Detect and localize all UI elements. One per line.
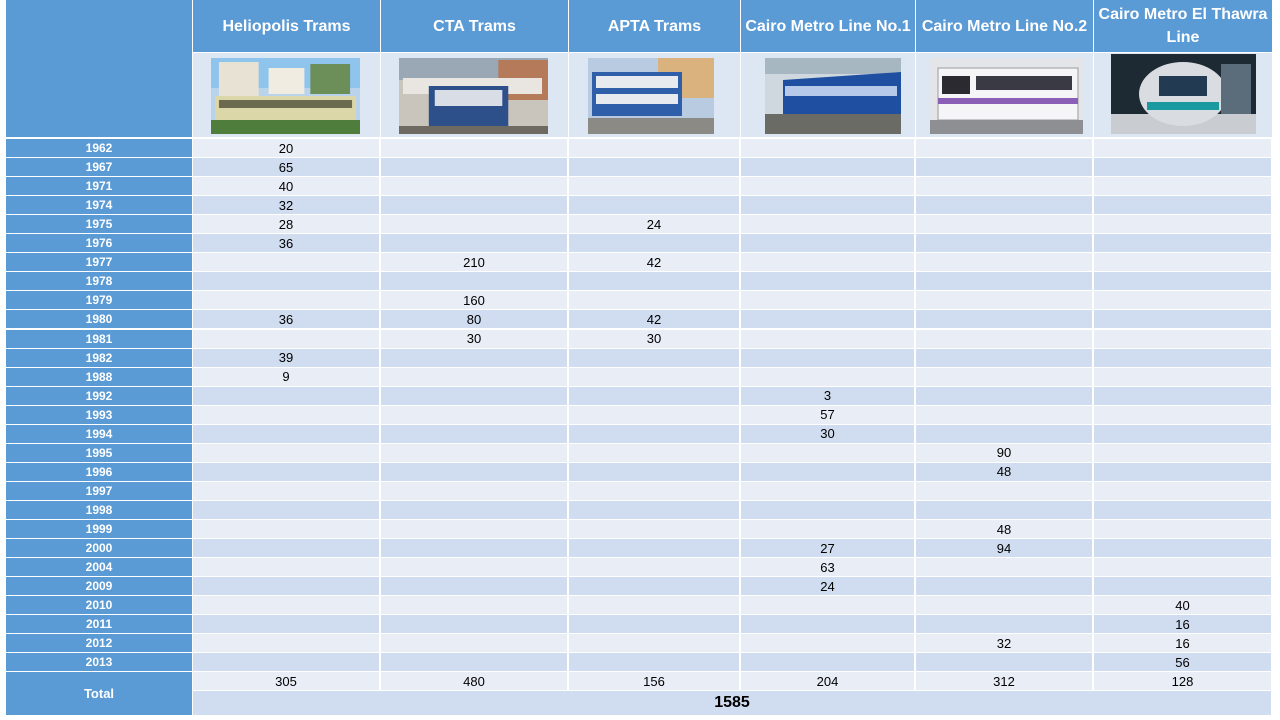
value-cell [1094, 177, 1271, 195]
value-cell [1094, 253, 1271, 271]
value-cell [916, 272, 1092, 290]
value-cell [916, 558, 1092, 576]
value-cell [193, 577, 379, 595]
value-cell [1094, 330, 1271, 348]
value-cell [569, 387, 739, 405]
value-cell [1094, 444, 1271, 462]
value-cell [193, 330, 379, 348]
year-label: 1980 [6, 310, 192, 328]
value-cell [381, 539, 567, 557]
value-cell: 32 [916, 634, 1092, 652]
value-cell [193, 653, 379, 671]
value-cell [381, 177, 567, 195]
value-cell [193, 634, 379, 652]
year-label: 1979 [6, 291, 192, 309]
year-label: 1997 [6, 482, 192, 500]
value-cell [381, 349, 567, 367]
metro-line-2-train-photo [930, 58, 1083, 134]
year-label: 1975 [6, 215, 192, 233]
value-cell [381, 596, 567, 614]
grand-total: 1585 [193, 691, 1271, 715]
year-label: 2004 [6, 558, 192, 576]
value-cell [741, 634, 914, 652]
value-cell [916, 406, 1092, 424]
year-label: 2010 [6, 596, 192, 614]
value-cell [569, 615, 739, 633]
value-cell [193, 501, 379, 519]
value-cell [569, 234, 739, 252]
value-cell [193, 482, 379, 500]
value-cell [741, 158, 914, 176]
value-cell [569, 520, 739, 538]
year-label: 1971 [6, 177, 192, 195]
value-cell [569, 634, 739, 652]
year-label: 2000 [6, 539, 192, 557]
value-cell [916, 596, 1092, 614]
value-cell [193, 520, 379, 538]
value-cell: 28 [193, 215, 379, 233]
value-cell [569, 368, 739, 386]
value-cell: 30 [569, 330, 739, 348]
value-cell [741, 234, 914, 252]
value-cell [193, 425, 379, 443]
value-cell [569, 482, 739, 500]
value-cell: 20 [193, 139, 379, 157]
value-cell [381, 634, 567, 652]
value-cell: 32 [193, 196, 379, 214]
value-cell [916, 177, 1092, 195]
year-label: 1999 [6, 520, 192, 538]
value-cell [569, 425, 739, 443]
value-cell [916, 368, 1092, 386]
value-cell [916, 310, 1092, 328]
value-cell [916, 139, 1092, 157]
value-cell [1094, 482, 1271, 500]
value-cell [916, 387, 1092, 405]
value-cell [381, 501, 567, 519]
value-cell: 80 [381, 310, 567, 328]
value-cell [741, 139, 914, 157]
value-cell [741, 253, 914, 271]
total-value: 156 [569, 672, 739, 690]
value-cell [193, 463, 379, 481]
total-value: 312 [916, 672, 1092, 690]
value-cell: 160 [381, 291, 567, 309]
column-header: Cairo Metro Line No.1 [741, 0, 915, 52]
year-label: 1992 [6, 387, 192, 405]
value-cell [381, 234, 567, 252]
year-label: 1977 [6, 253, 192, 271]
value-cell: 24 [569, 215, 739, 233]
value-cell: 16 [1094, 634, 1271, 652]
value-cell [1094, 577, 1271, 595]
year-label: 1976 [6, 234, 192, 252]
value-cell [381, 158, 567, 176]
year-label: 2009 [6, 577, 192, 595]
value-cell [569, 139, 739, 157]
value-cell [381, 482, 567, 500]
value-cell [1094, 272, 1271, 290]
total-value: 204 [741, 672, 914, 690]
year-label: 1974 [6, 196, 192, 214]
value-cell: 40 [1094, 596, 1271, 614]
value-cell: 94 [916, 539, 1092, 557]
value-cell [1094, 406, 1271, 424]
value-cell [1094, 234, 1271, 252]
column-header: Cairo Metro El Thawra Line [1094, 0, 1272, 52]
value-cell [741, 596, 914, 614]
value-cell: 90 [916, 444, 1092, 462]
value-cell [1094, 520, 1271, 538]
value-cell: 48 [916, 520, 1092, 538]
value-cell [916, 330, 1092, 348]
heliopolis-tram-photo [211, 58, 360, 134]
value-cell [381, 463, 567, 481]
value-cell [569, 653, 739, 671]
value-cell [741, 196, 914, 214]
value-cell [741, 310, 914, 328]
value-cell: 42 [569, 253, 739, 271]
year-label: 1967 [6, 158, 192, 176]
value-cell [1094, 368, 1271, 386]
value-cell [741, 615, 914, 633]
value-cell [569, 272, 739, 290]
corner-cell [6, 0, 192, 137]
value-cell [916, 349, 1092, 367]
year-label: 2013 [6, 653, 192, 671]
value-cell [916, 196, 1092, 214]
value-cell [916, 615, 1092, 633]
value-cell [193, 615, 379, 633]
value-cell [193, 387, 379, 405]
value-cell [741, 291, 914, 309]
value-cell [741, 215, 914, 233]
value-cell [381, 520, 567, 538]
value-cell [193, 444, 379, 462]
value-cell [1094, 215, 1271, 233]
total-value: 305 [193, 672, 379, 690]
value-cell [741, 520, 914, 538]
cta-tram-photo [399, 58, 548, 134]
year-label: 1988 [6, 368, 192, 386]
value-cell [916, 482, 1092, 500]
value-cell [569, 463, 739, 481]
year-label: 1981 [6, 330, 192, 348]
year-label: 1995 [6, 444, 192, 462]
metro-el-thawra-train-photo [1111, 54, 1256, 134]
value-cell [569, 577, 739, 595]
value-cell: 16 [1094, 615, 1271, 633]
value-cell [916, 215, 1092, 233]
value-cell [916, 425, 1092, 443]
year-label: 2011 [6, 615, 192, 633]
value-cell [569, 349, 739, 367]
value-cell [569, 539, 739, 557]
metro-line-1-train-photo [765, 58, 901, 134]
value-cell [381, 215, 567, 233]
value-cell [916, 234, 1092, 252]
value-cell [1094, 425, 1271, 443]
value-cell [381, 368, 567, 386]
value-cell [1094, 558, 1271, 576]
value-cell [741, 653, 914, 671]
value-cell [569, 501, 739, 519]
value-cell [1094, 310, 1271, 328]
year-label: 1994 [6, 425, 192, 443]
value-cell [569, 291, 739, 309]
value-cell [193, 291, 379, 309]
year-label: 1962 [6, 139, 192, 157]
value-cell [193, 406, 379, 424]
value-cell [381, 406, 567, 424]
value-cell [741, 501, 914, 519]
value-cell: 27 [741, 539, 914, 557]
column-header: CTA Trams [381, 0, 568, 52]
value-cell [569, 177, 739, 195]
column-header: Cairo Metro Line No.2 [916, 0, 1093, 52]
value-cell [916, 291, 1092, 309]
column-header: APTA Trams [569, 0, 740, 52]
year-label: 1982 [6, 349, 192, 367]
value-cell [1094, 501, 1271, 519]
value-cell [741, 177, 914, 195]
value-cell: 40 [193, 177, 379, 195]
value-cell: 210 [381, 253, 567, 271]
value-cell [741, 444, 914, 462]
apta-tram-photo [588, 58, 714, 134]
value-cell: 30 [381, 330, 567, 348]
value-cell: 65 [193, 158, 379, 176]
year-label: 1993 [6, 406, 192, 424]
total-label: Total [6, 672, 192, 715]
value-cell [1094, 463, 1271, 481]
column-header: Heliopolis Trams [193, 0, 380, 52]
value-cell [381, 272, 567, 290]
value-cell [381, 615, 567, 633]
year-label: 1978 [6, 272, 192, 290]
value-cell: 42 [569, 310, 739, 328]
value-cell: 24 [741, 577, 914, 595]
value-cell [741, 349, 914, 367]
value-cell [916, 577, 1092, 595]
value-cell [381, 387, 567, 405]
value-cell: 56 [1094, 653, 1271, 671]
total-value: 128 [1094, 672, 1271, 690]
value-cell: 63 [741, 558, 914, 576]
value-cell [916, 158, 1092, 176]
value-cell: 39 [193, 349, 379, 367]
value-cell [1094, 196, 1271, 214]
value-cell [1094, 349, 1271, 367]
year-label: 1996 [6, 463, 192, 481]
value-cell [381, 425, 567, 443]
value-cell [569, 196, 739, 214]
value-cell [916, 253, 1092, 271]
total-value: 480 [381, 672, 567, 690]
value-cell [381, 558, 567, 576]
value-cell [741, 330, 914, 348]
value-cell [741, 272, 914, 290]
value-cell [1094, 291, 1271, 309]
value-cell [569, 406, 739, 424]
year-label: 1998 [6, 501, 192, 519]
value-cell [1094, 158, 1271, 176]
value-cell [193, 272, 379, 290]
value-cell [1094, 387, 1271, 405]
value-cell [569, 444, 739, 462]
value-cell: 30 [741, 425, 914, 443]
value-cell [741, 482, 914, 500]
value-cell: 36 [193, 310, 379, 328]
value-cell [916, 501, 1092, 519]
value-cell [381, 444, 567, 462]
value-cell [569, 558, 739, 576]
value-cell [193, 253, 379, 271]
value-cell [193, 539, 379, 557]
value-cell: 3 [741, 387, 914, 405]
value-cell [569, 596, 739, 614]
value-cell [381, 653, 567, 671]
year-label: 2012 [6, 634, 192, 652]
value-cell [741, 368, 914, 386]
value-cell [381, 139, 567, 157]
value-cell [193, 558, 379, 576]
value-cell: 48 [916, 463, 1092, 481]
value-cell [193, 596, 379, 614]
value-cell [916, 653, 1092, 671]
value-cell [1094, 539, 1271, 557]
value-cell [381, 196, 567, 214]
value-cell: 9 [193, 368, 379, 386]
value-cell [569, 158, 739, 176]
value-cell: 57 [741, 406, 914, 424]
value-cell: 36 [193, 234, 379, 252]
value-cell [381, 577, 567, 595]
value-cell [1094, 139, 1271, 157]
value-cell [741, 463, 914, 481]
